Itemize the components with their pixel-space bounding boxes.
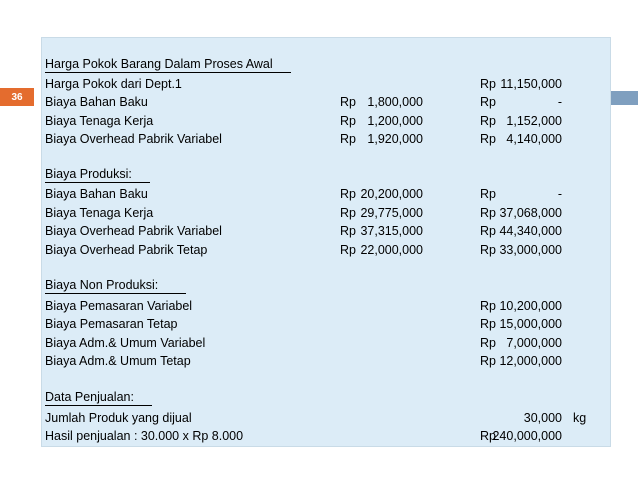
table-row: [42, 334, 610, 352]
currency-2: Rp: [480, 206, 496, 220]
value-2: 12,000,000: [499, 354, 562, 368]
currency-1: Rp: [340, 95, 356, 109]
value-2: 240,000,000: [492, 429, 562, 443]
currency-2: Rp: [480, 114, 496, 128]
value-1: 1,800,000: [367, 95, 423, 109]
currency-2: Rp: [480, 77, 496, 91]
currency-2: Rp: [480, 187, 496, 201]
value-1: 29,775,000: [360, 206, 423, 220]
table-row: [42, 297, 610, 315]
table-row: [42, 315, 610, 333]
currency-2: Rp: [480, 95, 496, 109]
currency-2: Rp: [480, 224, 496, 238]
section-header: Harga Pokok Barang Dalam Proses Awal: [45, 57, 291, 73]
table-row: [42, 427, 610, 445]
value-1: 1,200,000: [367, 114, 423, 128]
currency-1: Rp: [340, 114, 356, 128]
currency-2: Rp: [480, 317, 496, 331]
table-row: [42, 130, 610, 148]
currency-1: Rp: [340, 224, 356, 238]
section-header-row: [42, 57, 610, 75]
table-row: [42, 241, 610, 259]
value-1: 22,000,000: [360, 243, 423, 257]
row-label: Biaya Bahan Baku: [45, 187, 148, 201]
value-2: 11,150,000: [500, 77, 562, 91]
section-header: Biaya Produksi:: [45, 167, 150, 183]
value-2: 1,152,000: [506, 114, 562, 128]
currency-2: Rp: [480, 132, 496, 146]
currency-1: Rp: [340, 187, 356, 201]
table-row: [42, 112, 610, 130]
value-2: 7,000,000: [506, 336, 562, 350]
row-label: Biaya Tenaga Kerja: [45, 114, 154, 128]
currency-1: Rp: [340, 206, 356, 220]
value-2: 10,200,000: [499, 299, 562, 313]
row-label: Biaya Overhead Pabrik Variabel: [45, 224, 222, 238]
table-row: [42, 409, 610, 427]
row-label: Biaya Adm.& Umum Tetap: [45, 354, 191, 368]
unit-label: kg: [573, 411, 587, 425]
value-2: 33,000,000: [499, 243, 562, 257]
row-label: Hasil penjualan : 30.000 x Rp 8.000: [45, 429, 244, 443]
section-header-row: [42, 167, 610, 185]
value-1: 20,200,000: [360, 187, 423, 201]
table-row: [42, 93, 610, 111]
currency-1: Rp: [340, 243, 356, 257]
table-row: [42, 222, 610, 240]
row-label: Biaya Tenaga Kerja: [45, 206, 154, 220]
section-header-row: [42, 278, 610, 296]
currency-2: Rp: [480, 354, 496, 368]
row-label: Biaya Pemasaran Variabel: [45, 299, 193, 313]
value-2: -: [557, 187, 562, 201]
currency-2: Rp: [480, 429, 496, 443]
row-label: Biaya Bahan Baku: [45, 95, 148, 109]
value-2: 4,140,000: [506, 132, 562, 146]
section-header: Biaya Non Produksi:: [45, 278, 186, 294]
value-2: 30,000: [523, 411, 562, 425]
row-label: Harga Pokok dari Dept.1: [45, 77, 182, 91]
decorative-bar: [611, 91, 638, 105]
value-1: 1,920,000: [367, 132, 423, 146]
value-2: 37,068,000: [499, 206, 562, 220]
table-row: [42, 75, 610, 93]
section-header-row: [42, 390, 610, 408]
row-label: Biaya Pemasaran Tetap: [45, 317, 178, 331]
row-label: Jumlah Produk yang dijual: [45, 411, 192, 425]
currency-2: Rp: [480, 336, 496, 350]
slide-number-badge: [0, 88, 34, 106]
slide-number: 36: [11, 91, 23, 103]
row-label: Biaya Adm.& Umum Variabel: [45, 336, 206, 350]
section-header: Data Penjualan:: [45, 390, 152, 406]
table-row: [42, 204, 610, 222]
value-2: -: [557, 95, 562, 109]
row-label: Biaya Overhead Pabrik Tetap: [45, 243, 208, 257]
currency-1: Rp: [340, 132, 356, 146]
value-2: 44,340,000: [499, 224, 562, 238]
table-row: [42, 185, 610, 203]
currency-2: Rp: [480, 299, 496, 313]
currency-2: Rp: [480, 243, 496, 257]
table-row: [42, 352, 610, 370]
row-label: Biaya Overhead Pabrik Variabel: [45, 132, 222, 146]
value-2: 15,000,000: [499, 317, 562, 331]
value-1: 37,315,000: [360, 224, 423, 238]
cost-data-table: [41, 37, 611, 447]
